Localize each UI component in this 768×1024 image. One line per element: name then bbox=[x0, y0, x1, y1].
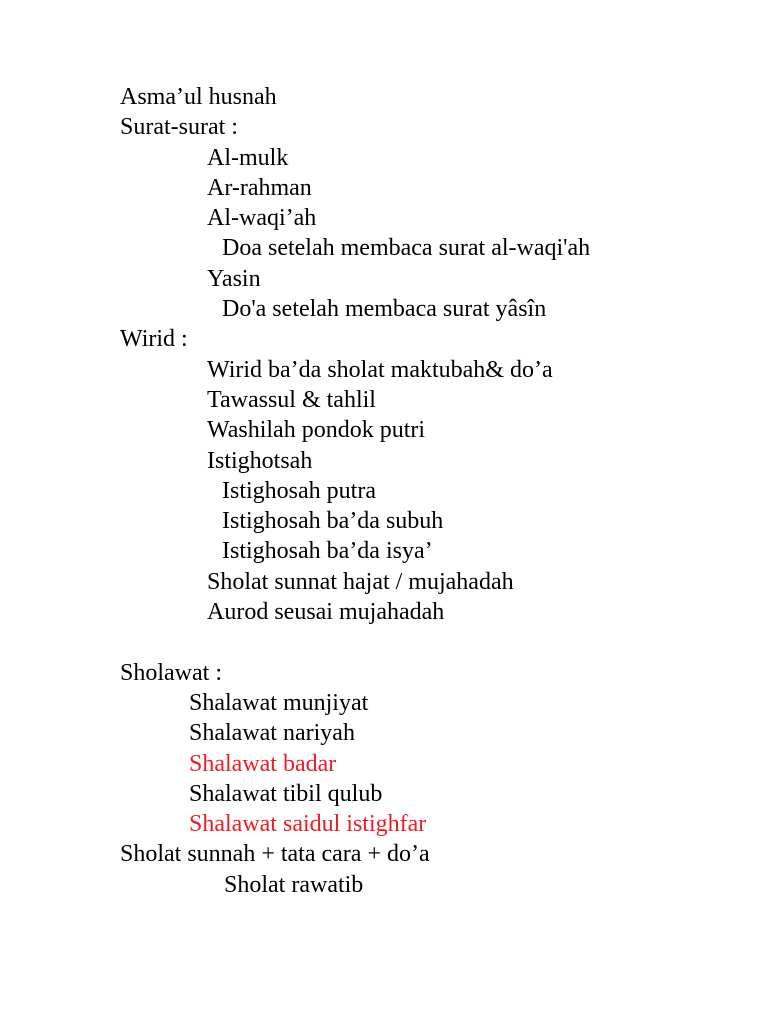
asmaul-husnah-line: Asma’ul husnah bbox=[120, 84, 277, 110]
surat-subitem: Doa setelah membaca surat al-waqi'ah bbox=[222, 235, 591, 262]
surat-item: Al-mulk bbox=[207, 144, 289, 171]
blank-line bbox=[0, 627, 768, 657]
wirid-subitem: Istighosah ba’da subuh bbox=[222, 508, 444, 535]
wirid-item: Sholat sunnat hajat / mujahadah bbox=[207, 568, 514, 595]
wirid-item: Tawassul & tahlil bbox=[207, 386, 376, 413]
sholawat-item: Shalawat tibil qulub bbox=[189, 780, 383, 807]
sholawat-heading: Sholawat : bbox=[120, 659, 222, 686]
surat-item: Ar-rahman bbox=[207, 174, 312, 201]
sholawat-item-highlighted: Shalawat saidul istighfar bbox=[189, 811, 427, 838]
sholawat-item: Shalawat nariyah bbox=[189, 720, 355, 747]
surat-item: Al-waqi’ah bbox=[207, 205, 317, 232]
surat-heading: Surat-surat : bbox=[120, 114, 238, 141]
wirid-heading: Wirid : bbox=[120, 326, 188, 353]
sholawat-item: Shalawat munjiyat bbox=[189, 689, 369, 716]
surat-item: Yasin bbox=[207, 265, 261, 292]
document-page bbox=[0, 82, 768, 900]
wirid-item: Washilah pondok putri bbox=[207, 417, 426, 444]
wirid-item: Aurod seusai mujahadah bbox=[207, 599, 445, 626]
wirid-item: Istighotsah bbox=[207, 447, 313, 474]
wirid-subitem: Istighosah putra bbox=[222, 477, 376, 504]
surat-subitem: Do'a setelah membaca surat yâsîn bbox=[222, 296, 547, 323]
sholat-sunnah-heading: Sholat sunnah + tata cara + do’a bbox=[120, 841, 430, 868]
sholat-sunnah-item: Sholat rawatib bbox=[224, 871, 364, 898]
sholawat-item-highlighted: Shalawat badar bbox=[189, 750, 337, 777]
wirid-subitem: Istighosah ba’da isya’ bbox=[222, 538, 433, 565]
wirid-item: Wirid ba’da sholat maktubah& do’a bbox=[207, 356, 553, 383]
